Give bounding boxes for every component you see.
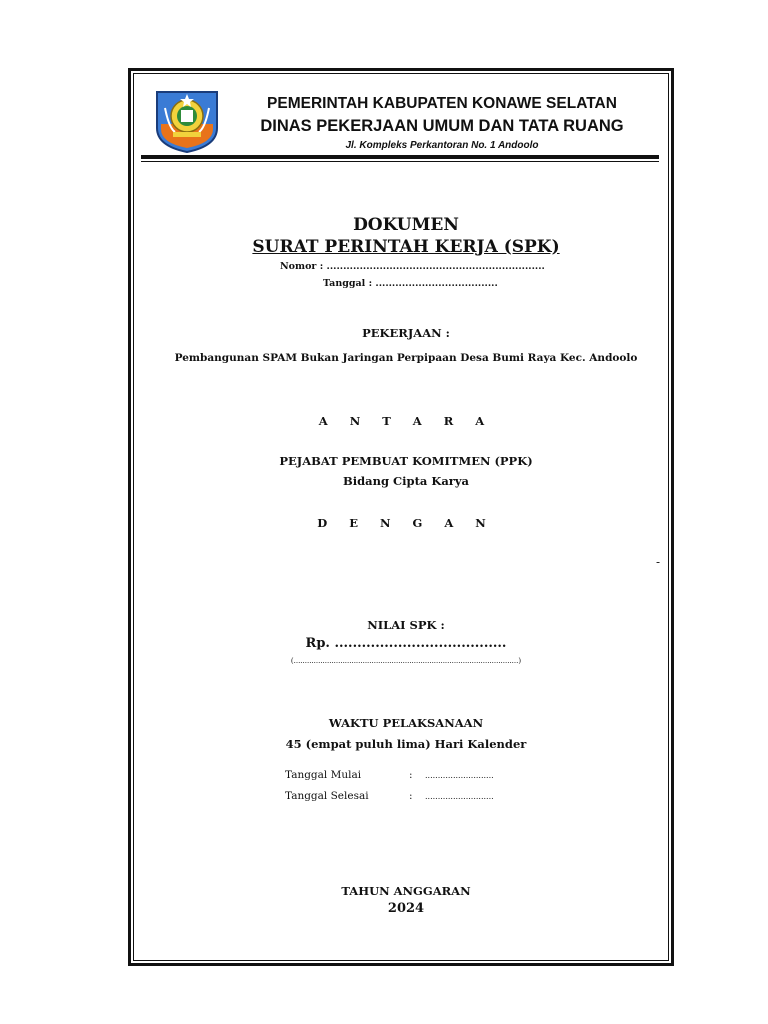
document-subtitle: SURAT PERINTAH KERJA (SPK)	[252, 237, 560, 257]
tanggal-mulai-colon: :	[409, 769, 413, 781]
nilai-spk-label: NILAI SPK :	[367, 618, 445, 632]
waktu-pelaksanaan-label: WAKTU PELAKSANAAN	[328, 716, 484, 730]
ppk-title: PEJABAT PEMBUAT KOMITMEN (PPK)	[279, 454, 533, 468]
tanggal-mulai-label: Tanggal Mulai	[285, 769, 362, 781]
stray-dash: -	[656, 555, 661, 569]
waktu-pelaksanaan-value: 45 (empat puluh lima) Hari Kalender	[285, 737, 527, 751]
antara-heading: A N T A R A	[318, 414, 494, 428]
tanggal-mulai-value: ...........................	[425, 771, 494, 780]
pekerjaan-label: PEKERJAAN :	[362, 326, 450, 340]
nilai-spk-amount: Rp. ......................................	[305, 636, 507, 651]
tanggal-selesai-label: Tanggal Selesai	[285, 790, 369, 802]
tanggal-field: Tanggal : .....................................	[323, 278, 498, 289]
regency-emblem-logo	[153, 88, 221, 154]
nomor-field: Nomor : ..................................................................	[280, 261, 545, 272]
header-government-name: PEMERINTAH KABUPATEN KONAWE SELATAN	[267, 95, 617, 112]
tahun-anggaran-label: TAHUN ANGGARAN	[341, 884, 471, 898]
dengan-heading: D E N G A N	[317, 516, 495, 530]
tanggal-selesai-value: ...........................	[425, 792, 494, 801]
header-divider-thin	[141, 161, 659, 162]
ppk-bidang: Bidang Cipta Karya	[343, 474, 469, 488]
pekerjaan-value: Pembangunan SPAM Bukan Jaringan Perpipaan Desa Bumi Raya Kec. Andoolo	[174, 352, 638, 364]
header-divider-thick	[141, 155, 659, 159]
nilai-spk-terbilang: (.....................................................................................................)	[290, 657, 522, 665]
tanggal-selesai-colon: :	[409, 790, 413, 802]
header-address: Jl. Kompleks Perkantoran No. 1 Andoolo	[345, 140, 539, 151]
header-department-name: DINAS PEKERJAAN UMUM DAN TATA RUANG	[260, 117, 624, 135]
tahun-anggaran-value: 2024	[387, 901, 425, 916]
document-title: DOKUMEN	[353, 215, 459, 235]
